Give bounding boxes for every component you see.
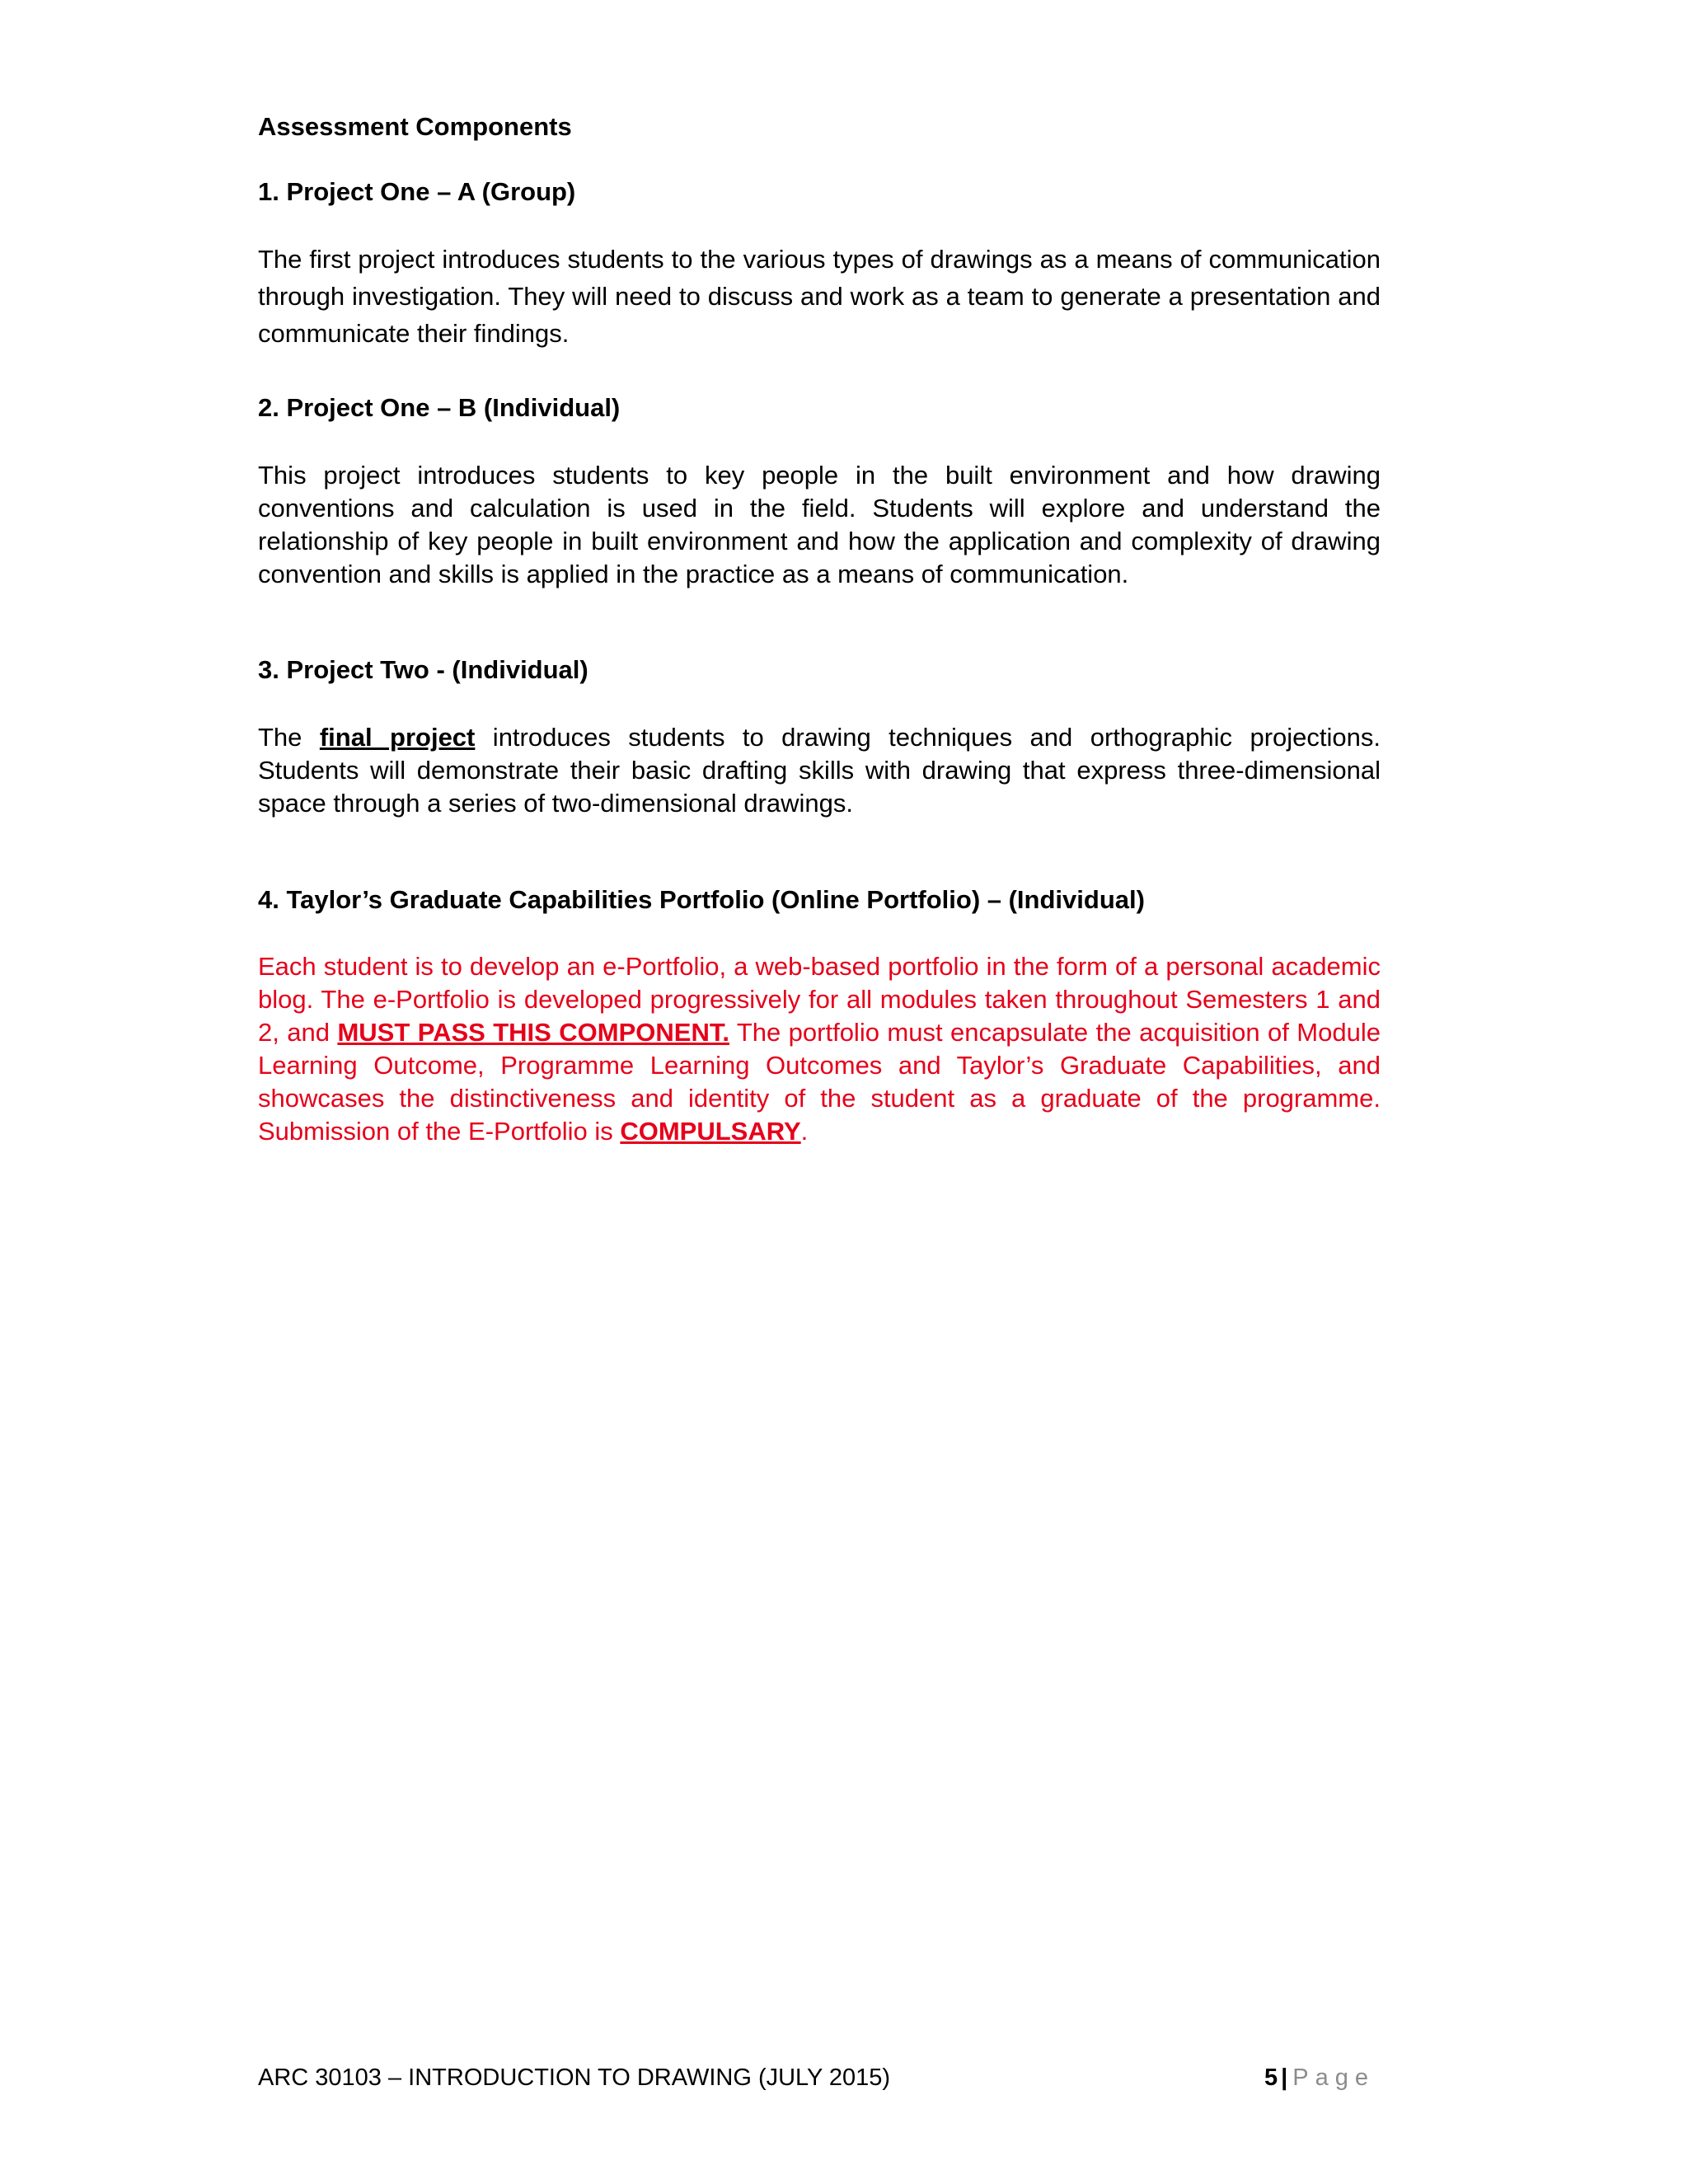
section-body-project-one-a: The first project introduces students to the various types of drawings as a means of communication through investigation. They will need to discuss and work as a team to generate a presentation and communicate their findings. xyxy=(258,245,1381,348)
body-text: introduces students to drawing techniques and orthographic projections. Students will demonstrate their basic drafting skills with drawing that express three-dimensional space through a series of two-dimensional drawings. xyxy=(258,723,1381,818)
page-separator: | xyxy=(1281,2064,1288,2091)
section-heading-project-one-a: 1. Project One – A (Group) xyxy=(258,177,576,206)
page-number: 5 xyxy=(1264,2064,1278,2091)
footer-course-title: ARC 30103 – INTRODUCTION TO DRAWING (JULY 2015) xyxy=(258,2064,891,2091)
section-heading-project-two: 3. Project Two - (Individual) xyxy=(258,655,588,684)
section-heading-portfolio: 4. Taylor’s Graduate Capabilities Portfolio (Online Portfolio) – (Individual) xyxy=(258,885,1145,914)
body-text: . xyxy=(800,1117,809,1146)
page-title: Assessment Components xyxy=(258,112,572,141)
body-text: The portfolio must encapsulate the acquisition of Module Learning Outcome, Programme Learning Outcomes and Taylor’s Graduate Capabilities, and showcases the distinctiveness and identity of the student as a graduate of the programme. Submission of the E-Portfolio is xyxy=(258,1018,1381,1146)
final-project-emphasis: final project xyxy=(319,723,476,752)
section-body-project-one-b: This project introduces students to key people in the built environment and how drawing conventions and calculation is used in the field. Students will explore and understand the relationship of key people in built environment and how the application and complexity of drawing convention and skills is applied in the practice as a means of communication. xyxy=(258,461,1381,588)
body-text: Each student is to develop an e-Portfolio, a web-based portfolio in the form of a personal academic blog. The e-Portfolio is developed progressively for all modules taken throughout Semesters 1 and 2, and xyxy=(258,952,1381,1047)
page-label: Page xyxy=(1292,2064,1375,2091)
section-body-portfolio xyxy=(258,950,1381,1148)
must-pass-emphasis: MUST PASS THIS COMPONENT. xyxy=(337,1018,729,1047)
section-body-project-two xyxy=(258,721,1381,820)
compulsary-emphasis: COMPULSARY xyxy=(620,1117,801,1146)
footer-page-indicator xyxy=(1264,2062,1375,2093)
section-heading-project-one-b: 2. Project One – B (Individual) xyxy=(258,393,621,422)
body-text: The xyxy=(258,723,320,752)
